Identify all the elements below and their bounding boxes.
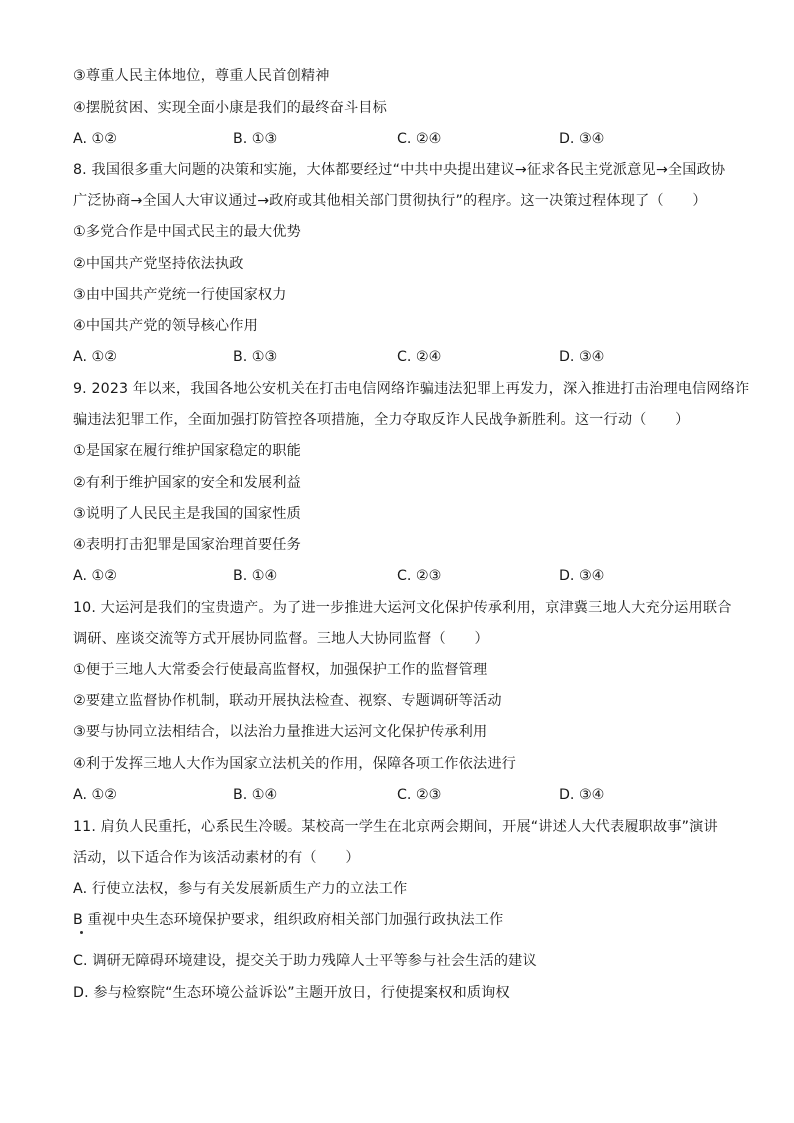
q9-statement-2: ②有利于维护国家的安全和发展利益 [73,475,301,491]
q7-options [73,130,733,148]
q8-option-d[interactable]: D. ③④ [559,349,605,365]
q10-statement-1: ①便于三地人大常委会行使最高监督权，加强保护工作的监督管理 [73,662,488,678]
q11-choice-a[interactable]: A. 行使立法权，参与有关发展新质生产力的立法工作 [73,881,408,897]
q8-option-b[interactable]: B. ①③ [233,349,278,365]
q8-statement-1: ①多党合作是中国式民主的最大优势 [73,224,301,240]
q9-stem-line-1: 9. 2023 年以来，我国各地公安机关在打击电信网络诈骗违法犯罪上再发力，深入推进打击治理电信网络诈 [73,381,750,397]
q7-option-a[interactable]: A. ①② [73,131,117,147]
q8-stem-line-1: 8. 我国很多重大问题的决策和实施，大体都要经过“中共中央提出建议→征求各民主党派意见→全国政协 [73,162,726,178]
q7-option-c[interactable]: C. ②④ [397,131,442,147]
q8-option-a[interactable]: A. ①② [73,349,117,365]
q8-statement-2: ②中国共产党坚持依法执政 [73,256,244,272]
q7-option-b[interactable]: B. ①③ [233,131,278,147]
q10-option-b[interactable]: B. ①④ [233,787,278,803]
q10-option-d[interactable]: D. ③④ [559,787,605,803]
q9-options [73,567,733,585]
q10-statement-3: ③要与协同立法相结合，以法治力量推进大运河文化保护传承利用 [73,724,488,740]
q9-statement-1: ①是国家在履行维护国家稳定的职能 [73,443,301,459]
q8-statement-4: ④中国共产党的领导核心作用 [73,318,258,334]
q9-option-b[interactable]: B. ①④ [233,568,278,584]
q8-stem-line-2: 广泛协商→全国人大审议通过→政府或其他相关部门贯彻执行”的程序。这一决策过程体现了（ ） [73,193,707,209]
q9-statement-3: ③说明了人民民主是我国的国家性质 [73,506,301,522]
stray-dot-mark [80,931,83,934]
q11-choice-c[interactable]: C. 调研无障碍环境建设，提交关于助力残障人士平等参与社会生活的建议 [73,953,537,969]
q10-stem-line-2: 调研、座谈交流等方式开展协同监督。三地人大协同监督（ ） [73,631,489,647]
q10-statement-2: ②要建立监督协作机制，联动开展执法检查、视察、专题调研等活动 [73,693,502,709]
q9-statement-4: ④表明打击犯罪是国家治理首要任务 [73,537,301,553]
q10-option-c[interactable]: C. ②③ [397,787,442,803]
q11-choice-d[interactable]: D. 参与检察院“生态环境公益诉讼”主题开放日，行使提案权和质询权 [73,985,510,1001]
q10-stem-line-1: 10. 大运河是我们的宝贵遗产。为了进一步推进大运河文化保护传承利用，京津冀三地人大充分运用联合 [73,600,732,616]
q10-options [73,786,733,804]
q7-option-d[interactable]: D. ③④ [559,131,605,147]
q11-choice-b[interactable]: B 重视中央生态环境保护要求，组织政府相关部门加强行政执法工作 [73,912,504,928]
q9-option-c[interactable]: C. ②③ [397,568,442,584]
q8-option-c[interactable]: C. ②④ [397,349,442,365]
q10-option-a[interactable]: A. ①② [73,787,117,803]
q9-option-d[interactable]: D. ③④ [559,568,605,584]
q11-stem-line-2: 活动，以下适合作为该活动素材的有（ ） [73,850,360,866]
q9-stem-line-2: 骗违法犯罪工作，全面加强打防管控各项措施，全力夺取反诈人民战争新胜利。这一行动（ ） [73,412,690,428]
q10-statement-4: ④利于发挥三地人大作为国家立法机关的作用，保障各项工作依法进行 [73,756,516,772]
q9-option-a[interactable]: A. ①② [73,568,117,584]
q8-statement-3: ③由中国共产党统一行使国家权力 [73,287,287,303]
q8-options [73,348,733,366]
q7-statement-4: ④摆脱贫困、实现全面小康是我们的最终奋斗目标 [73,100,387,116]
q7-statement-3: ③尊重人民主体地位，尊重人民首创精神 [73,68,330,84]
q11-stem-line-1: 11. 肩负人民重托，心系民生冷暖。某校高一学生在北京两会期间，开展“讲述人大代表履职故事”演讲 [73,819,718,835]
